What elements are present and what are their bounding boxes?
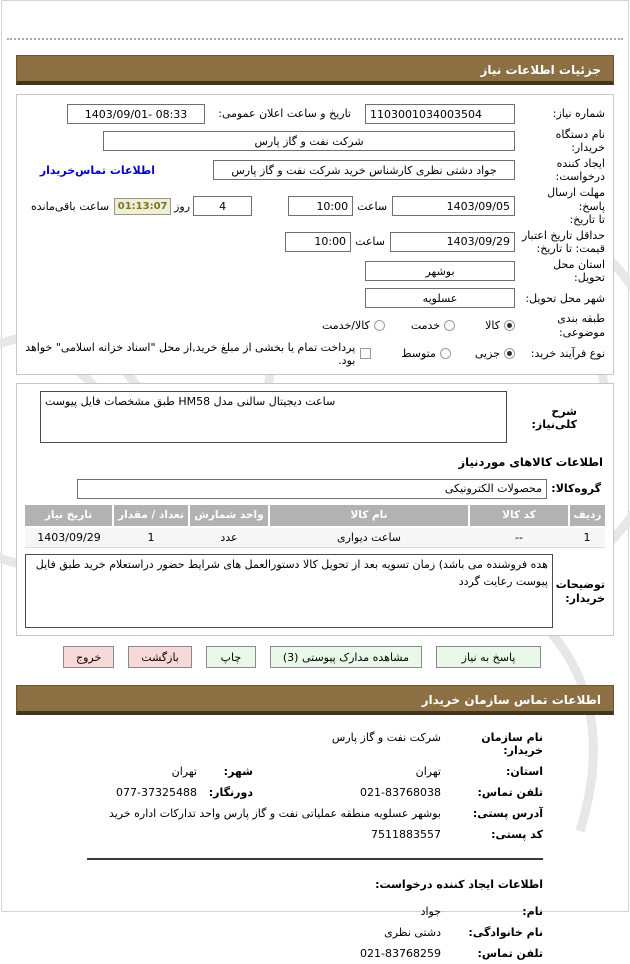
remaining-days-input[interactable]: [193, 196, 252, 216]
table-cell: ساعت دیواری: [269, 527, 469, 548]
exit-button[interactable]: خروج: [63, 646, 114, 668]
table-cell: 1403/09/29: [25, 527, 113, 548]
section-divider: [87, 858, 543, 860]
validity-date-input[interactable]: [390, 232, 515, 252]
last-name-label: نام خانوادگی:: [468, 926, 543, 940]
creator-phone-label: تلفن تماس:: [477, 947, 543, 961]
org-name-row: [87, 727, 543, 761]
request-creator-label: ایجاد کننده درخواست:: [555, 157, 605, 184]
buyer-notes-label: توضیحات خریدار:: [555, 578, 605, 606]
need-number-label: شماره نیاز:: [552, 107, 605, 121]
creator-phone-value: 021-83768259: [360, 947, 441, 961]
delivery-province-row: [25, 258, 605, 284]
delivery-province-label: استان محل تحویل:: [553, 257, 605, 285]
response-deadline-row: [25, 186, 605, 226]
buyer-notes-value: هده فروشنده می باشد) زمان تسویه بعد از تحویل کالا دستورالعمل های شرایط حضور دراستعلام خرید طبق فایل پیوست رعایت گردد: [35, 558, 548, 588]
price-validity-row: [25, 228, 605, 256]
fax-label: دورنگار:: [208, 786, 253, 800]
radio-service[interactable]: [444, 320, 455, 331]
view-attachments-button[interactable]: مشاهده مدارک پیوستی (3): [270, 646, 422, 668]
radio-medium-label: متوسط: [401, 347, 436, 361]
table-header-cell: کد کالا: [469, 505, 569, 527]
need-description-textarea[interactable]: [40, 391, 507, 443]
phone-label: تلفن تماس:: [477, 786, 543, 800]
phone-value: 021-83768038: [360, 786, 441, 800]
buyer-contact-section: [87, 727, 543, 964]
buyer-org-label: نام دستگاه خریدار:: [555, 128, 605, 155]
buyer-notes-textarea[interactable]: [25, 554, 553, 628]
province-value: تهران: [415, 765, 441, 779]
need-info-panel: [16, 94, 614, 375]
creator-info-heading: اطلاعات ایجاد کننده درخواست:: [375, 878, 543, 892]
request-creator-row: [25, 156, 605, 184]
goods-group-input[interactable]: [77, 479, 547, 499]
respond-to-need-button[interactable]: پاسخ به نیاز: [436, 646, 541, 668]
need-number-row: [25, 102, 605, 126]
contact-section-header: اطلاعات تماس سازمان خریدار: [16, 685, 614, 715]
delivery-city-row: [25, 286, 605, 310]
delivery-city-value: عسلویه: [422, 291, 458, 305]
back-button[interactable]: بازگشت: [128, 646, 192, 668]
validity-hour-value: 10:00: [314, 235, 347, 249]
city-value: تهران: [171, 765, 197, 779]
location-row: [87, 761, 543, 782]
first-name-label: نام:: [522, 905, 543, 919]
first-name-row: [87, 901, 543, 922]
delivery-city-input[interactable]: [365, 288, 515, 308]
announce-datetime-label: تاریخ و ساعت اعلان عمومی:: [218, 107, 351, 121]
delivery-city-label: شهر محل تحویل:: [525, 291, 605, 305]
countdown-timer: 01:13:07: [114, 198, 171, 215]
validity-hour-label: ساعت: [355, 235, 385, 249]
need-description-label: شرح کلی‌نیاز:: [531, 404, 577, 431]
buyer-org-value: شرکت نفت و گاز پارس: [254, 134, 364, 148]
deadline-hour-label: ساعت: [357, 199, 388, 213]
radio-service-label: خدمت: [410, 319, 441, 332]
need-number-input[interactable]: [365, 104, 515, 124]
purchase-process-label: نوع فرآیند خرید:: [530, 347, 605, 361]
validity-hour-input[interactable]: [285, 232, 351, 252]
goods-section-heading: اطلاعات کالاهای موردنیاز: [458, 454, 603, 469]
address-row: [87, 803, 543, 824]
announce-datetime-value: 1403/09/01- 08:33: [84, 107, 188, 121]
fax-value: 077-37325488: [116, 786, 197, 800]
radio-goods-service[interactable]: [374, 320, 385, 331]
table-cell: 1: [569, 527, 605, 548]
response-deadline-label: مهلت ارسال پاسخ: تا تاریخ:: [547, 186, 605, 226]
last-name-row: [87, 922, 543, 943]
table-cell: عدد: [189, 527, 269, 548]
topic-classification-label: طبقه بندی موضوعی:: [557, 312, 605, 339]
table-row: [25, 527, 605, 548]
buyer-org-row: [25, 128, 605, 154]
need-description-row: [25, 391, 605, 447]
deadline-hour-value: 10:00: [316, 199, 349, 213]
need-number-value: 1103001034003504: [370, 107, 482, 121]
address-label: آدرس پستی:: [472, 807, 543, 821]
delivery-province-value: بوشهر: [425, 264, 455, 278]
deadline-hour-input[interactable]: [288, 196, 353, 216]
buyer-contact-link[interactable]: اطلاعات تماس‌خریدار: [39, 163, 155, 177]
treasury-checkbox-label: پرداخت تمام یا بخشی از مبلغ خرید,از محل "اسناد خزانه اسلامی" خواهد بود.: [25, 340, 356, 367]
table-cell: --: [469, 527, 569, 548]
radio-goods[interactable]: [504, 320, 515, 331]
dotted-separator: [7, 38, 623, 40]
radio-medium[interactable]: [440, 348, 451, 359]
request-creator-input[interactable]: [213, 160, 515, 180]
radio-goods-service-label: کالا/خدمت: [322, 319, 370, 332]
creator-phone-row: [87, 943, 543, 964]
table-header-cell: تاریخ نیاز: [25, 505, 113, 527]
topic-classification-row: [25, 312, 605, 338]
delivery-province-input[interactable]: [365, 261, 515, 281]
goods-table: [25, 505, 605, 549]
goods-group-value: محصولات الکترونیکی: [444, 482, 542, 496]
treasury-checkbox[interactable]: [360, 348, 371, 359]
need-description-value: ساعت دیجیتال سالنی مدل HM58 طبق مشخصات فایل پیوست: [45, 394, 336, 408]
postal-code-row: [87, 824, 543, 845]
radio-minor[interactable]: [504, 348, 515, 359]
goods-group-row: [25, 477, 605, 501]
city-label: شهر:: [223, 765, 253, 779]
deadline-date-input[interactable]: [392, 196, 515, 216]
org-name-value: شرکت نفت و گاز پارس: [331, 731, 441, 745]
price-validity-label: حداقل تاریخ اعتبار قیمت: تا تاریخ:: [521, 228, 605, 255]
province-label: استان:: [506, 765, 543, 779]
last-name-value: دشتی نظری: [384, 926, 441, 940]
table-header-cell: واحد شمارش: [189, 505, 269, 527]
purchase-process-row: [25, 341, 605, 367]
buyer-notes-row: [25, 554, 605, 628]
phone-row: [87, 782, 543, 803]
announce-datetime-input[interactable]: [67, 104, 205, 124]
postal-code-label: کد پستی:: [491, 828, 543, 842]
first-name-value: جواد: [420, 905, 441, 919]
remaining-days-value: 4: [219, 199, 227, 213]
radio-goods-label: کالا: [485, 319, 500, 332]
postal-code-value: 7511883557: [371, 828, 441, 842]
goods-table-header-row: [25, 505, 605, 527]
table-header-cell: نام کالا: [269, 505, 469, 527]
org-name-label: نام سازمان خریدار:: [481, 731, 543, 758]
table-cell: 1: [113, 527, 189, 548]
print-button[interactable]: چاپ: [206, 646, 256, 668]
remaining-hours-label: ساعت باقی‌مانده: [31, 199, 110, 213]
request-creator-value: جواد دشتی نظری کارشناس خرید شرکت نفت و گاز پارس: [231, 163, 497, 177]
details-section-header: جزئیات اطلاعات نیاز: [16, 55, 614, 85]
validity-date-value: 1403/09/29: [446, 235, 510, 249]
buyer-org-input[interactable]: [103, 131, 515, 151]
need-details-page: [1, 0, 629, 961]
table-header-cell: تعداد / مقدار: [113, 505, 189, 527]
action-buttons-row: [16, 646, 588, 668]
table-header-cell: ردیف: [569, 505, 605, 527]
goods-panel: [16, 383, 614, 637]
address-value: بوشهر عسلویه منطقه عملیاتی نفت و گاز پارس واحد تدارکات اداره خرید: [108, 807, 441, 821]
goods-group-label: گروه‌کالا:: [551, 482, 601, 496]
top-spacer: [2, 1, 628, 38]
days-unit-label: روز: [174, 199, 191, 213]
radio-minor-label: جزیی: [474, 347, 500, 361]
deadline-date-value: 1403/09/05: [446, 199, 510, 213]
